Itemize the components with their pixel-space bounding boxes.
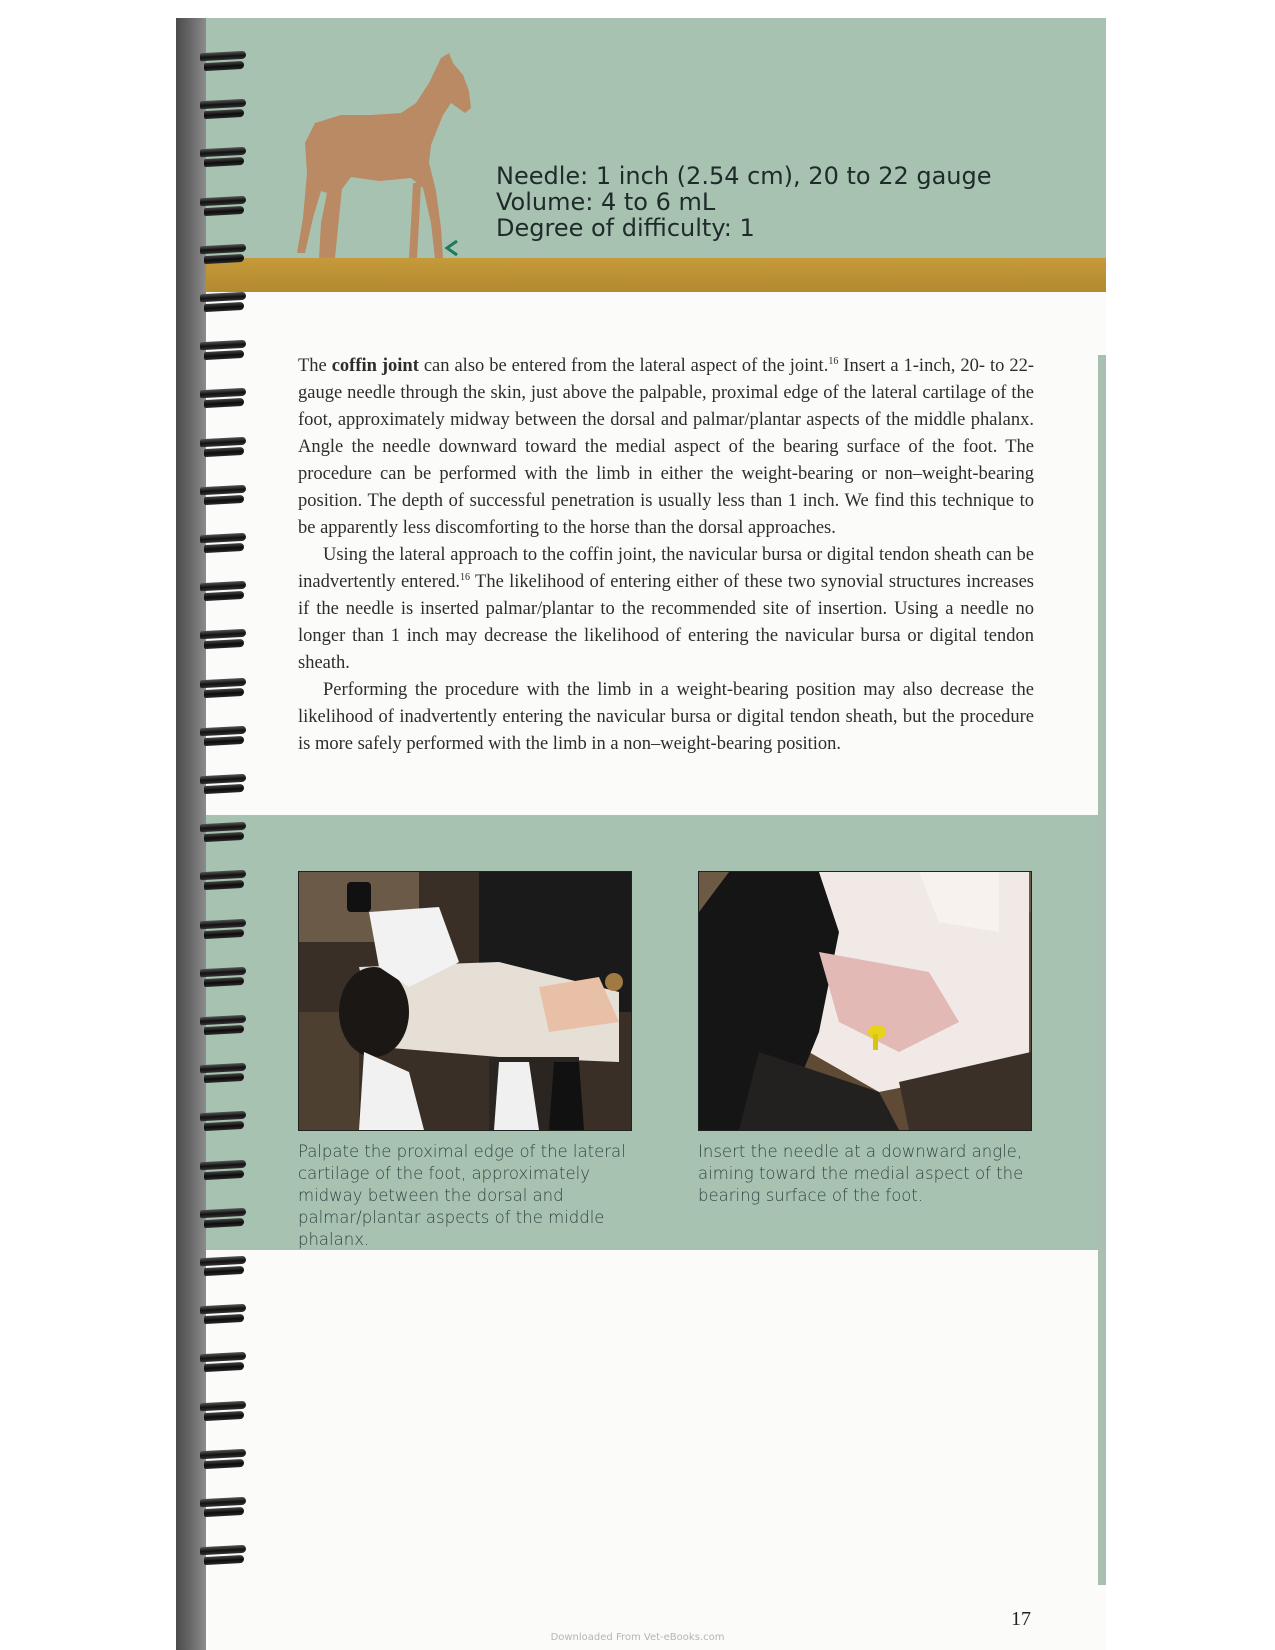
binding-coil-icon: [200, 1014, 248, 1036]
binding-coil-icon: [200, 532, 248, 554]
binding-coil-icon: [200, 195, 248, 217]
binding-coil-icon: [200, 1062, 248, 1084]
paragraph-1: The coffin joint can also be entered from the lateral aspect of the joint.$^{16}$ Insert a 1-inch, 20- to 22-gauge needle through the skin, just above the palpable, proximal edge of the lateral cartilage of the foot, approximately midway between the dorsal and palmar/plantar aspects of the middle phalanx. Angle the needle downward toward the medial aspect of the bearing surface of the foot. The procedure can be performed with the limb in either the weight-bearing or non–weight-bearing position. The depth of successful penetration is usually less than 1 inch. We find this technique to be apparently less discomforting to the horse than the dorsal approaches.: [298, 355, 1034, 538]
spiral-binding: [200, 50, 254, 1630]
photo-palpating-cartilage: [298, 871, 632, 1131]
body-text: [298, 353, 1034, 758]
binding-coil-icon: [200, 725, 248, 747]
binding-coil-icon: [200, 146, 248, 168]
paragraph-2: Using the lateral approach to the coffin joint, the navicular bursa or digital tendon sheath can be inadvertently entered.$^{16}$ The likelihood of entering either of these two synovial structures increases if the needle is inserted palmar/plantar to the recommended site of insertion. Using a needle no longer than 1 inch may decrease the likelihood of entering the navicular bursa or digital tendon sheath.: [298, 545, 1034, 673]
binding-coil-icon: [200, 1448, 248, 1470]
binding-coil-icon: [200, 291, 248, 313]
binding-coil-icon: [200, 1544, 248, 1566]
binding-coil-icon: [200, 1400, 248, 1422]
binding-coil-icon: [200, 387, 248, 409]
binding-coil-icon: [200, 580, 248, 602]
binding-coil-icon: [200, 484, 248, 506]
binding-coil-icon: [200, 628, 248, 650]
binding-coil-icon: [200, 918, 248, 940]
paragraph-3: Performing the procedure with the limb in a weight-bearing position may also decrease the likelihood of inadvertently entering the navicular bursa or digital tendon sheath, but the procedure is more safely performed with the limb in a non–weight-bearing position.: [298, 680, 1034, 754]
procedure-specs: [496, 163, 992, 241]
reference-marker: 16: [460, 571, 471, 583]
photo-needle-insertion: [698, 871, 1032, 1131]
binding-coil-icon: [200, 339, 248, 361]
binding-coil-icon: [200, 50, 248, 72]
binding-coil-icon: [200, 677, 248, 699]
binding-coil-icon: [200, 1303, 248, 1325]
binding-coil-icon: [200, 436, 248, 458]
caption-right: Insert the needle at a downward angle, aiming toward the medial aspect of the bearing surface of the foot.: [698, 1142, 1024, 1205]
term-coffin-joint: coffin joint: [331, 356, 419, 376]
reference-marker: 16: [828, 355, 839, 367]
binding-coil-icon: [200, 821, 248, 843]
binding-coil-icon: [200, 869, 248, 891]
needle-spec: Needle: 1 inch (2.54 cm), 20 to 22 gauge: [496, 162, 992, 190]
download-footer: Downloaded From Vet-eBooks.com: [550, 1632, 725, 1643]
binding-coil-icon: [200, 243, 248, 265]
binding-coil-icon: [200, 1110, 248, 1132]
binding-coil-icon: [200, 1207, 248, 1229]
book-page: [176, 18, 1106, 1650]
binding-coil-icon: [200, 1351, 248, 1373]
binding-coil-icon: [200, 98, 248, 120]
binding-coil-icon: [200, 1159, 248, 1181]
page-edge-tab: [1098, 355, 1106, 1585]
header-band: [176, 18, 1106, 258]
volume-spec: Volume: 4 to 6 mL: [496, 188, 716, 216]
page-number: 17: [1011, 1608, 1031, 1630]
binding-coil-icon: [200, 773, 248, 795]
caption-left: Palpate the proximal edge of the lateral cartilage of the foot, approximately midway between the dorsal and palmar/plantar aspects of the middle phalanx.: [298, 1142, 626, 1249]
difficulty-spec: Degree of difficulty: 1: [496, 214, 755, 242]
binding-coil-icon: [200, 966, 248, 988]
horse-silhouette-icon: [291, 53, 491, 268]
binding-coil-icon: [200, 1496, 248, 1518]
gold-divider-band: [176, 258, 1106, 292]
foot-marker-icon: [447, 241, 457, 255]
binding-coil-icon: [200, 1255, 248, 1277]
